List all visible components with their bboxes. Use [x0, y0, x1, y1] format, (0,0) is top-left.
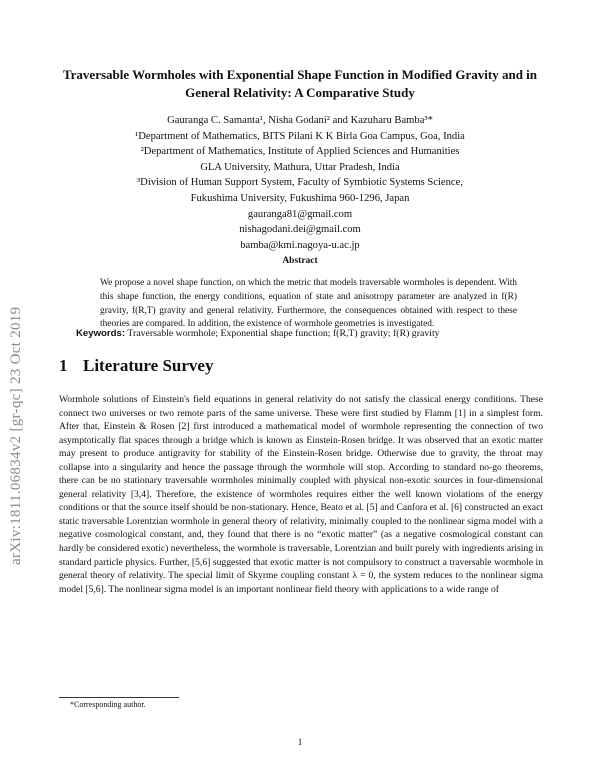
- email-1[interactable]: gauranga81@gmail.com: [247, 208, 353, 220]
- keywords-text: Traversable wormhole; Exponential shape function; f(R,T) gravity; f(R) gravity: [125, 328, 440, 339]
- author-block: [80, 113, 520, 253]
- body-paragraph: Wormhole solutions of Einstein's field equations in general relativity do not satisfy the classical energy conditions. These connect two universes or two remote parts of the same universe. These were first studied by Flamm [1] in a simplest form. After that, Einstein & Rosen [2] first introduced a mathematical model of wormhole representing the connection of two asymptotically flat spaces through a bridge which is known as Einstein-Rosen bridge. It was observed that an exotic matter may present to produce antigravity for stability of the Einstein-Rosen bridge. Otherwise due to gravity, the throat may collapse into a singularity and hence the passage through the wormhole will stop. According to standard no-go theorems, there can be no stationary traversable wormholes minimally coupled with physical non-exotic sources in four-dimensional general relativity [3,4]. Therefore, the existence of wormholes requires either the well known violations of the energy conditions or that the source itself should be non-stationary. Hence, Beato et al. [5] and Canfora et al. [6] constructed an exact static traversable Lorentzian wormhole in general theory of relativity, minimally coupled to the nonlinear sigma model with a negative cosmological constant, and, they found that there is no “exotic matter” (as a negative cosmological constant can hardly be considered exotic) nevertheless, the wormhole is traversable, Lorentzian and built purely with ingredients arising in standard particle physics. Further, [5,6] suggested that exotic matter is not compulsory to construct a traversable wormhole in general theory of relativity. The special limit of Skyrme coupling constant λ = 0, the system reduces to the nonlinear sigma model [5,6]. The nonlinear sigma model is an important nonlinear field theory with applications to a wide range of: [59, 394, 543, 595]
- affiliation-1: ¹Department of Mathematics, BITS Pilani K K Birla Goa Campus, Goa, India: [135, 130, 465, 142]
- email-2[interactable]: nishagodani.dei@gmail.com: [239, 224, 361, 236]
- affiliation-2: ²Department of Mathematics, Institute of Applied Sciences and Humanities: [140, 146, 460, 158]
- author-names: Gauranga C. Samanta¹, Nisha Godani² and Kazuharu Bamba³*: [167, 115, 433, 126]
- arxiv-stamp[interactable]: arXiv:1811.06834v2 [gr-qc] 23 Oct 2019: [8, 306, 24, 565]
- section-number: 1: [59, 356, 68, 375]
- abstract-text: We propose a novel shape function, on which the metric that models traversable wormholes is dependent. With this shape function, the energy conditions, equation of state and anisotropy parameter are analyzed in f(R) gravity, f(R,T) gravity and general relativity. Furthermore, the consequences obtained with respect to these theories are compared. In addition, the existence of wormhole geometries is investigated.: [100, 278, 517, 330]
- footnote: *Corresponding author.: [70, 700, 146, 709]
- footnote-rule: [59, 697, 179, 698]
- section-title: Literature Survey: [83, 356, 214, 375]
- keywords-label: Keywords:: [76, 328, 126, 339]
- keywords: [76, 327, 546, 340]
- page-number: 1: [297, 738, 303, 748]
- email-3[interactable]: bamba@kmi.nagoya-u.ac.jp: [240, 239, 360, 251]
- affiliation-3-cont: Fukushima University, Fukushima 960-1296, Japan: [190, 192, 410, 204]
- affiliation-2-cont: GLA University, Mathura, Uttar Pradesh, India: [200, 161, 400, 173]
- affiliation-3: ³Division of Human Support System, Faculty of Symbiotic Systems Science,: [137, 177, 463, 189]
- paper-title: Traversable Wormholes with Exponential Shape Function in Modified Gravity and in General Relativity: A Comparative Study: [62, 67, 538, 100]
- abstract-heading: Abstract: [282, 256, 318, 266]
- section-heading: [59, 356, 213, 376]
